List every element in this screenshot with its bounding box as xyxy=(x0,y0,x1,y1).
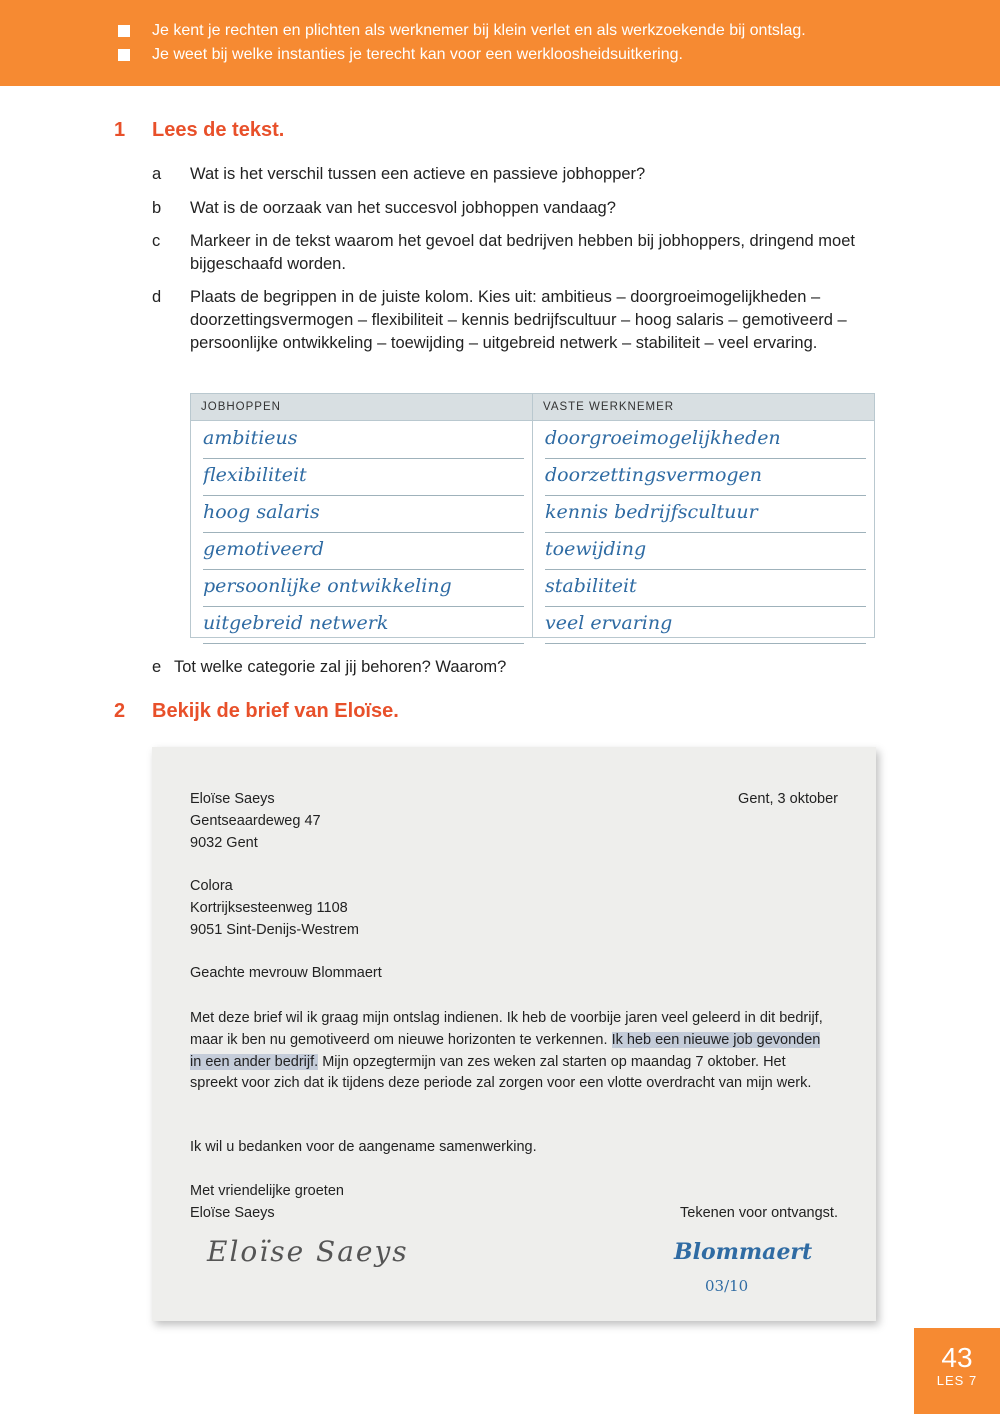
answer-line[interactable]: hoog salaris xyxy=(203,495,524,533)
subquestion-c xyxy=(152,230,860,276)
subquestion-text: Tot welke categorie zal jij behoren? Waarom? xyxy=(174,658,507,676)
table-header xyxy=(191,394,874,421)
question-number: 1 xyxy=(114,119,126,141)
subquestion-letter: e xyxy=(152,658,162,676)
subquestion-letter: a xyxy=(152,165,162,183)
goal-text: Je kent je rechten en plichten als werknemer bij klein verlet en als werkzoekende bij ontslag. xyxy=(152,22,806,39)
answer-table xyxy=(190,393,875,638)
letter-date: Gent, 3 oktober xyxy=(738,791,838,807)
sender-city: 9032 Gent xyxy=(190,835,258,851)
answer-line[interactable]: kennis bedrijfscultuur xyxy=(545,495,866,533)
subquestion-letter: c xyxy=(152,232,161,250)
column-header-jobhoppen: JOBHOPPEN xyxy=(191,394,533,420)
question-text: Bekijk de brief van Eloïse. xyxy=(152,700,399,722)
recipient-company: Colora xyxy=(190,878,233,894)
answer-line[interactable]: ambitieus xyxy=(203,421,524,459)
answer-line[interactable]: veel ervaring xyxy=(545,606,866,644)
subquestion-d xyxy=(152,286,870,355)
subquestion-text: Wat is de oorzaak van het succesvol jobhoppen vandaag? xyxy=(190,199,616,217)
answer-line[interactable]: uitgebreid netwerk xyxy=(203,606,524,644)
answer-line[interactable]: persoonlijke ontwikkeling xyxy=(203,569,524,607)
sender-signature: Eloïse Saeys xyxy=(207,1235,409,1268)
sender-street: Gentseaardeweg 47 xyxy=(190,813,321,829)
question-text: Lees de tekst. xyxy=(152,119,285,141)
subquestion-text: Wat is het verschil tussen een actieve en passieve jobhopper? xyxy=(190,165,646,183)
question-2-title xyxy=(114,700,399,723)
answer-line[interactable]: gemotiveerd xyxy=(203,532,524,570)
page-number-badge xyxy=(914,1328,1000,1414)
column-vaste-werknemer xyxy=(533,421,874,638)
lesson-label: LES 7 xyxy=(936,1373,978,1388)
receipt-date: 03/10 xyxy=(705,1277,749,1295)
answer-line[interactable]: stabiliteit xyxy=(545,569,866,607)
resignation-letter xyxy=(152,747,876,1321)
recipient-city: 9051 Sint-Denijs-Westrem xyxy=(190,922,359,938)
subquestion-letter: b xyxy=(152,199,162,217)
column-header-vaste-werknemer: VASTE WERKNEMER xyxy=(543,401,675,413)
question-1-title xyxy=(114,119,284,142)
answer-line[interactable]: doorzettingsvermogen xyxy=(545,458,866,496)
letter-body xyxy=(190,1008,830,1095)
closing-name: Eloïse Saeys xyxy=(190,1205,275,1221)
highlighted-text: Ik heb een nieuwe job gevonden in een ander bedrijf. xyxy=(190,1031,821,1070)
subquestion-b xyxy=(152,197,870,220)
body-text: Met deze brief wil ik graag mijn ontslag indienen. Ik heb de voorbije jaren veel geleerd in dit bedrijf, maar ik ben nu gemotiveerd om nieuwe horizonten te verkennen. xyxy=(190,1010,823,1048)
sender-name: Eloïse Saeys xyxy=(190,791,275,807)
body-text: Mijn opzegtermijn van zes weken zal starten op maandag 7 oktober. Het spreekt voor zich dat ik tijdens deze periode zal zorgen voor een vlotte overdracht van mijn werk. xyxy=(190,1053,812,1092)
question-number: 2 xyxy=(114,700,126,722)
thanks-line: Ik wil u bedanken voor de aangename samenwerking. xyxy=(190,1139,537,1155)
subquestion-text: Plaats de begrippen in de juiste kolom. Kies uit: ambitieus – doorgroeimogelijkheden – doorzettingsvermogen – flexibiliteit – kennis bedrijfscultuur – hoog salaris – gemotiveerd – persoonlijke ontwikkeling – toewijding – uitgebreid netwerk – stabiliteit – veel ervaring. xyxy=(190,288,847,352)
recipient-street: Kortrijksesteenweg 1108 xyxy=(190,900,348,916)
subquestion-text: Markeer in de tekst waarom het gevoel dat bedrijven hebben bij jobhoppers, dringend moet bijgeschaafd worden. xyxy=(190,232,855,273)
receipt-line: Tekenen voor ontvangst. xyxy=(680,1205,838,1221)
answer-line[interactable]: toewijding xyxy=(545,532,866,570)
salutation: Geachte mevrouw Blommaert xyxy=(190,965,382,981)
subquestion-letter: d xyxy=(152,288,162,306)
subquestion-e xyxy=(152,656,854,679)
receiver-signature: Blommaert xyxy=(674,1239,813,1265)
answer-line[interactable]: flexibiliteit xyxy=(203,458,524,496)
subquestion-a xyxy=(152,163,870,186)
page-number: 43 xyxy=(941,1342,973,1373)
closing-line: Met vriendelijke groeten xyxy=(190,1183,344,1199)
goal-text: Je weet bij welke instanties je terecht kan voor een werkloosheidsuitkering. xyxy=(152,46,683,63)
answer-line[interactable]: doorgroeimogelijkheden xyxy=(545,421,866,459)
column-jobhoppen xyxy=(191,421,533,638)
